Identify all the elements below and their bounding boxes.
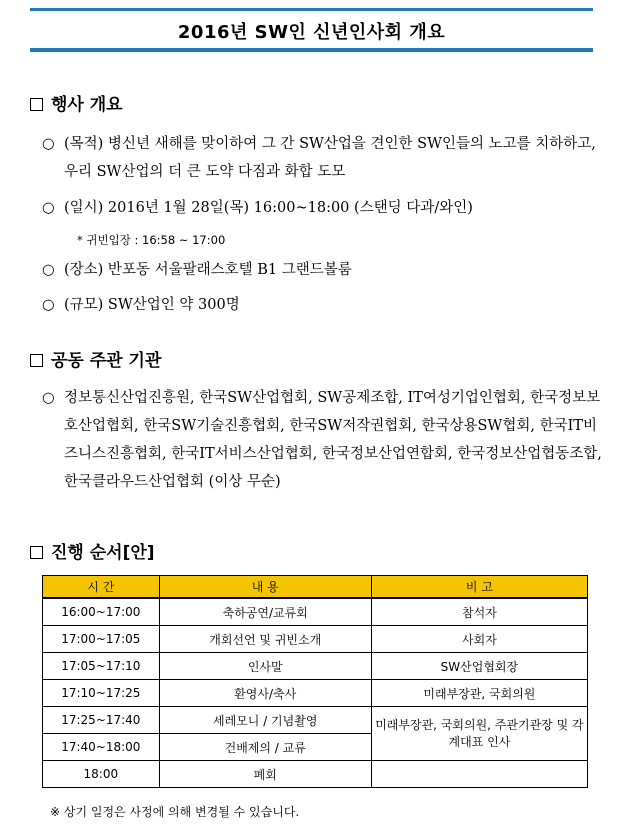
header-remarks: 비 고 xyxy=(371,576,587,599)
section-heading-overview xyxy=(30,90,123,115)
vip-entry-note: * 귀빈입장 : 16:58 ~ 17:00 xyxy=(77,233,226,247)
cell-desc: 개회선언 및 귀빈소개 xyxy=(159,626,371,653)
cell-desc: 축하공연/교류회 xyxy=(159,598,371,626)
table-row xyxy=(43,626,588,653)
title-top-rule xyxy=(30,8,593,11)
cell-who: SW산업협회장 xyxy=(371,653,587,680)
cell-who: 미래부장관, 국회의원 xyxy=(371,680,587,707)
table-row xyxy=(43,680,588,707)
section-heading-text: 진행 순서[안] xyxy=(51,543,155,563)
purpose-text: (목적) 병신년 새해를 맞이하여 그 간 SW산업을 견인한 SW인들의 노고를 치하하고, 우리 SW산업의 더 큰 도약 다짐과 화합 도모 xyxy=(64,136,596,180)
section-heading-text: 공동 주관 기관 xyxy=(51,351,162,371)
table-row xyxy=(43,761,588,788)
organizers-text: 정보통신산업진흥원, 한국SW산업협회, SW공제조합, IT여성기업인협회, 한국정보보호산업협회, 한국SW기술진흥협회, 한국SW저작권협회, 한국상용SW협회, 한국IT비즈니스진흥협회, 한국IT서비스산업협회, 한국정보산업연합회, 한국정보산업협동조합, 한국클라우드산업협회 (이상 무순) xyxy=(64,390,602,490)
cell-time: 17:40~18:00 xyxy=(43,734,160,761)
table-row xyxy=(43,653,588,680)
circle-bullet-icon: ○ xyxy=(42,200,55,216)
cell-time: 18:00 xyxy=(43,761,160,788)
cell-who: 참석자 xyxy=(371,598,587,626)
section-heading-text: 행사 개요 xyxy=(51,95,123,115)
circle-bullet-icon: ○ xyxy=(42,136,55,152)
square-bullet-icon xyxy=(30,546,43,559)
cell-time: 17:05~17:10 xyxy=(43,653,160,680)
cell-desc: 건배제의 / 교류 xyxy=(159,734,371,761)
cell-desc: 인사말 xyxy=(159,653,371,680)
cell-time: 17:10~17:25 xyxy=(43,680,160,707)
header-time: 시 간 xyxy=(43,576,160,599)
cell-time: 17:25~17:40 xyxy=(43,707,160,734)
square-bullet-icon xyxy=(30,98,43,111)
title-bottom-rule xyxy=(30,48,593,52)
schedule-table xyxy=(42,575,588,788)
table-row xyxy=(43,707,588,734)
datetime-text: (일시) 2016년 1월 28일(목) 16:00~18:00 (스탠딩 다과/와인) xyxy=(64,200,473,216)
section-heading-program xyxy=(30,538,155,563)
cell-time: 17:00~17:05 xyxy=(43,626,160,653)
footnote: ※ 상기 일정은 사정에 의해 변경될 수 있습니다. xyxy=(50,805,300,819)
circle-bullet-icon: ○ xyxy=(42,262,55,278)
circle-bullet-icon: ○ xyxy=(42,297,55,313)
circle-bullet-icon: ○ xyxy=(42,390,55,406)
cell-who: 사회자 xyxy=(371,626,587,653)
cell-desc: 환영사/축사 xyxy=(159,680,371,707)
scale-text: (규모) SW산업인 약 300명 xyxy=(64,297,240,313)
table-header-row xyxy=(43,576,588,599)
title-bar xyxy=(30,8,593,52)
cell-who-merged: 미래부장관, 국회의원, 주관기관장 및 각계대표 인사 xyxy=(371,707,587,761)
cell-who xyxy=(371,761,587,788)
venue-text: (장소) 반포동 서울팔래스호텔 B1 그랜드볼룸 xyxy=(64,262,352,278)
section-heading-organizers xyxy=(30,346,161,371)
header-content: 내 용 xyxy=(159,576,371,599)
square-bullet-icon xyxy=(30,354,43,367)
page-title: 2016년 SW인 신년인사회 개요 xyxy=(177,22,446,43)
table-row xyxy=(43,598,588,626)
cell-desc: 세레모니 / 기념촬영 xyxy=(159,707,371,734)
cell-time: 16:00~17:00 xyxy=(43,598,160,626)
cell-desc: 폐회 xyxy=(159,761,371,788)
